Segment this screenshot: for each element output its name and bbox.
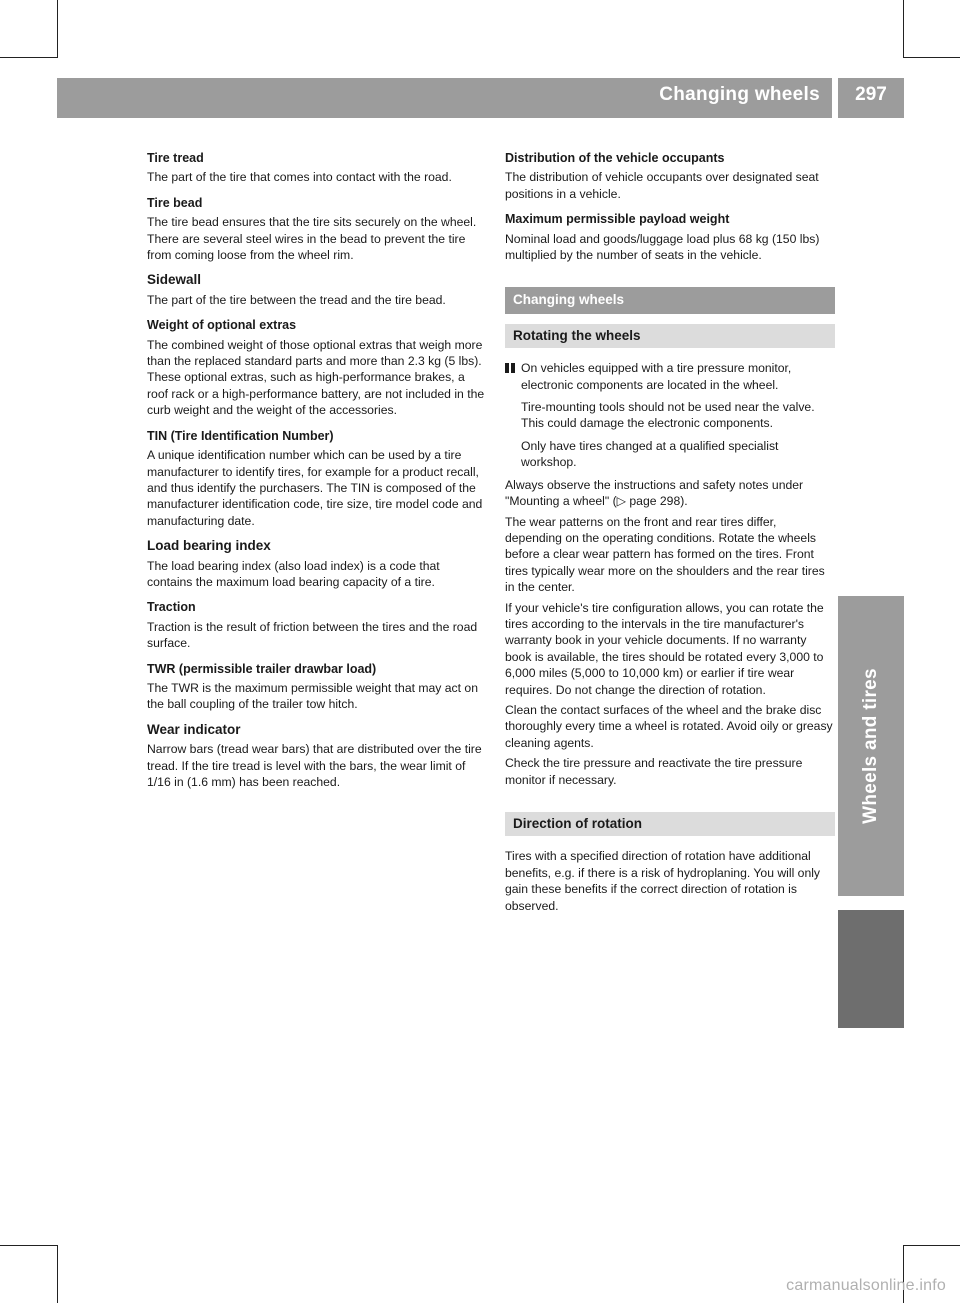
- page-title: Changing wheels: [659, 84, 820, 105]
- glossary-term: Tire tread: [147, 151, 204, 165]
- glossary-term: Weight of optional extras: [147, 318, 297, 333]
- glossary-entry: [147, 428, 487, 529]
- glossary-term: TIN (Tire Identification Number): [147, 428, 334, 443]
- watermark: carmanualsonline.info: [786, 1277, 946, 1294]
- glossary-definition: A unique identification number which can be used by a tire manufacturer to identify tires, for example for a product recall, and thus identify the purchasers. The TIN is composed of the manufacturer identification code, tire size, tire model code and manufacturing date.: [147, 448, 483, 528]
- subsection-heading: Rotating the wheels: [505, 324, 835, 348]
- glossary-entry: [147, 317, 487, 418]
- body-paragraph: Always observe the instructions and safety notes under "Mounting a wheel" (▷ page 298).: [505, 477, 804, 509]
- glossary-definition: The part of the tire that comes into contact with the road.: [147, 170, 452, 185]
- warning-text: On vehicles equipped with a tire pressure monitor, electronic components are located in the wheel.: [521, 361, 792, 392]
- glossary-definition: The tire bead ensures that the tire sits securely on the wheel. There are several steel wires in the bead to prevent the tire from coming loose from the wheel rim.: [147, 215, 477, 263]
- body-paragraph: The wear patterns on the front and rear tires differ, depending on the operating conditions. Rotate the wheels before a clear wear pattern has formed on the tires. Front tires typically wear more on the shoulders and the rear tires in the center.: [505, 514, 825, 595]
- glossary-entry: [147, 150, 487, 186]
- warning-text: Only have tires changed at a qualified specialist workshop.: [521, 438, 779, 470]
- crop-mark: [0, 1245, 58, 1246]
- chapter-tab-label: Wheels and tires: [860, 668, 881, 824]
- glossary-definition: The TWR is the maximum permissible weight that may act on the ball coupling of the trailer tow hitch.: [147, 680, 478, 712]
- section-heading: Changing wheels: [505, 287, 835, 313]
- glossary-entry: [147, 195, 487, 264]
- crop-mark: [0, 57, 58, 58]
- chapter-marker: [838, 910, 904, 1028]
- warning-text: Tire-mounting tools should not be used near the valve. This could damage the electronic components.: [521, 400, 815, 431]
- page-number: 297: [855, 84, 887, 105]
- body-paragraph: Check the tire pressure and reactivate the tire pressure monitor if necessary.: [505, 756, 803, 787]
- glossary-term: TWR (permissible trailer drawbar load): [147, 661, 377, 676]
- left-column: [147, 150, 487, 799]
- glossary-definition: Traction is the result of friction between the tires and the road surface.: [147, 619, 478, 651]
- glossary-definition: The load bearing index (also load index) is a code that contains the maximum load bearing capacity of a tire.: [147, 558, 440, 589]
- glossary-definition: Nominal load and goods/luggage load plus 68 kg (150 lbs) multiplied by the number of seats in the vehicle.: [505, 231, 820, 263]
- glossary-entry: [147, 272, 487, 308]
- body-paragraph: Clean the contact surfaces of the wheel and the brake disc thoroughly every time a wheel is rotated. Avoid oily or greasy cleaning agents.: [505, 702, 833, 750]
- crop-mark: [57, 1245, 58, 1303]
- glossary-definition: The combined weight of those optional extras that weigh more than the replaced standard parts and more than 2.3 kg (5 lbs). These optional extras, such as high-performance brakes, a roof rack or a high-performance battery, are not included in the curb weight and the weight of the accessories.: [147, 337, 485, 418]
- glossary-term: Wear indicator: [147, 721, 241, 737]
- glossary-term: Tire bead: [147, 195, 203, 210]
- glossary-definition: The part of the tire between the tread and the tire bead.: [147, 292, 446, 307]
- subsection-heading: Direction of rotation: [505, 812, 835, 836]
- body-paragraph: If your vehicle's tire configuration allows, you can rotate the tires according to the intervals in the tire manufacturer's warranty book in your vehicle documents. If no warranty book is available, the tires should be rotated every 3,000 to 6,000 miles (5,000 to 10,000 km) or earlier if tire wear requires. Do not change the direction of rotation.: [505, 600, 824, 697]
- warning-note: [505, 360, 835, 393]
- glossary-term: Load bearing index: [147, 538, 271, 554]
- crop-mark: [57, 0, 58, 58]
- glossary-definition: Narrow bars (tread wear bars) that are distributed over the tire tread. If the tire tread is level with the bars, the wear limit of 1/16 in (1.6 mm) has been reached.: [147, 742, 482, 789]
- crop-mark: [903, 1245, 960, 1246]
- glossary-entry: [505, 211, 835, 263]
- glossary-entry: [147, 538, 487, 590]
- crop-mark: [903, 0, 904, 58]
- crop-mark: [903, 57, 960, 58]
- glossary-entry: [505, 150, 835, 202]
- glossary-term: Distribution of the vehicle occupants: [505, 151, 725, 165]
- glossary-entry: [147, 661, 487, 713]
- warning-icon: [505, 363, 515, 373]
- glossary-term: Traction: [147, 600, 196, 615]
- body-paragraph: Tires with a specified direction of rotation have additional benefits, e.g. if there is a risk of hydroplaning. You will only gain these benefits if the correct direction of rotation is observed.: [505, 849, 821, 913]
- glossary-entry: [147, 722, 487, 791]
- glossary-entry: [147, 599, 487, 651]
- glossary-definition: The distribution of vehicle occupants over designated seat positions in a vehicle.: [505, 170, 819, 201]
- glossary-term: Sidewall: [147, 272, 202, 288]
- right-column: [505, 150, 835, 918]
- glossary-term: Maximum permissible payload weight: [505, 212, 730, 227]
